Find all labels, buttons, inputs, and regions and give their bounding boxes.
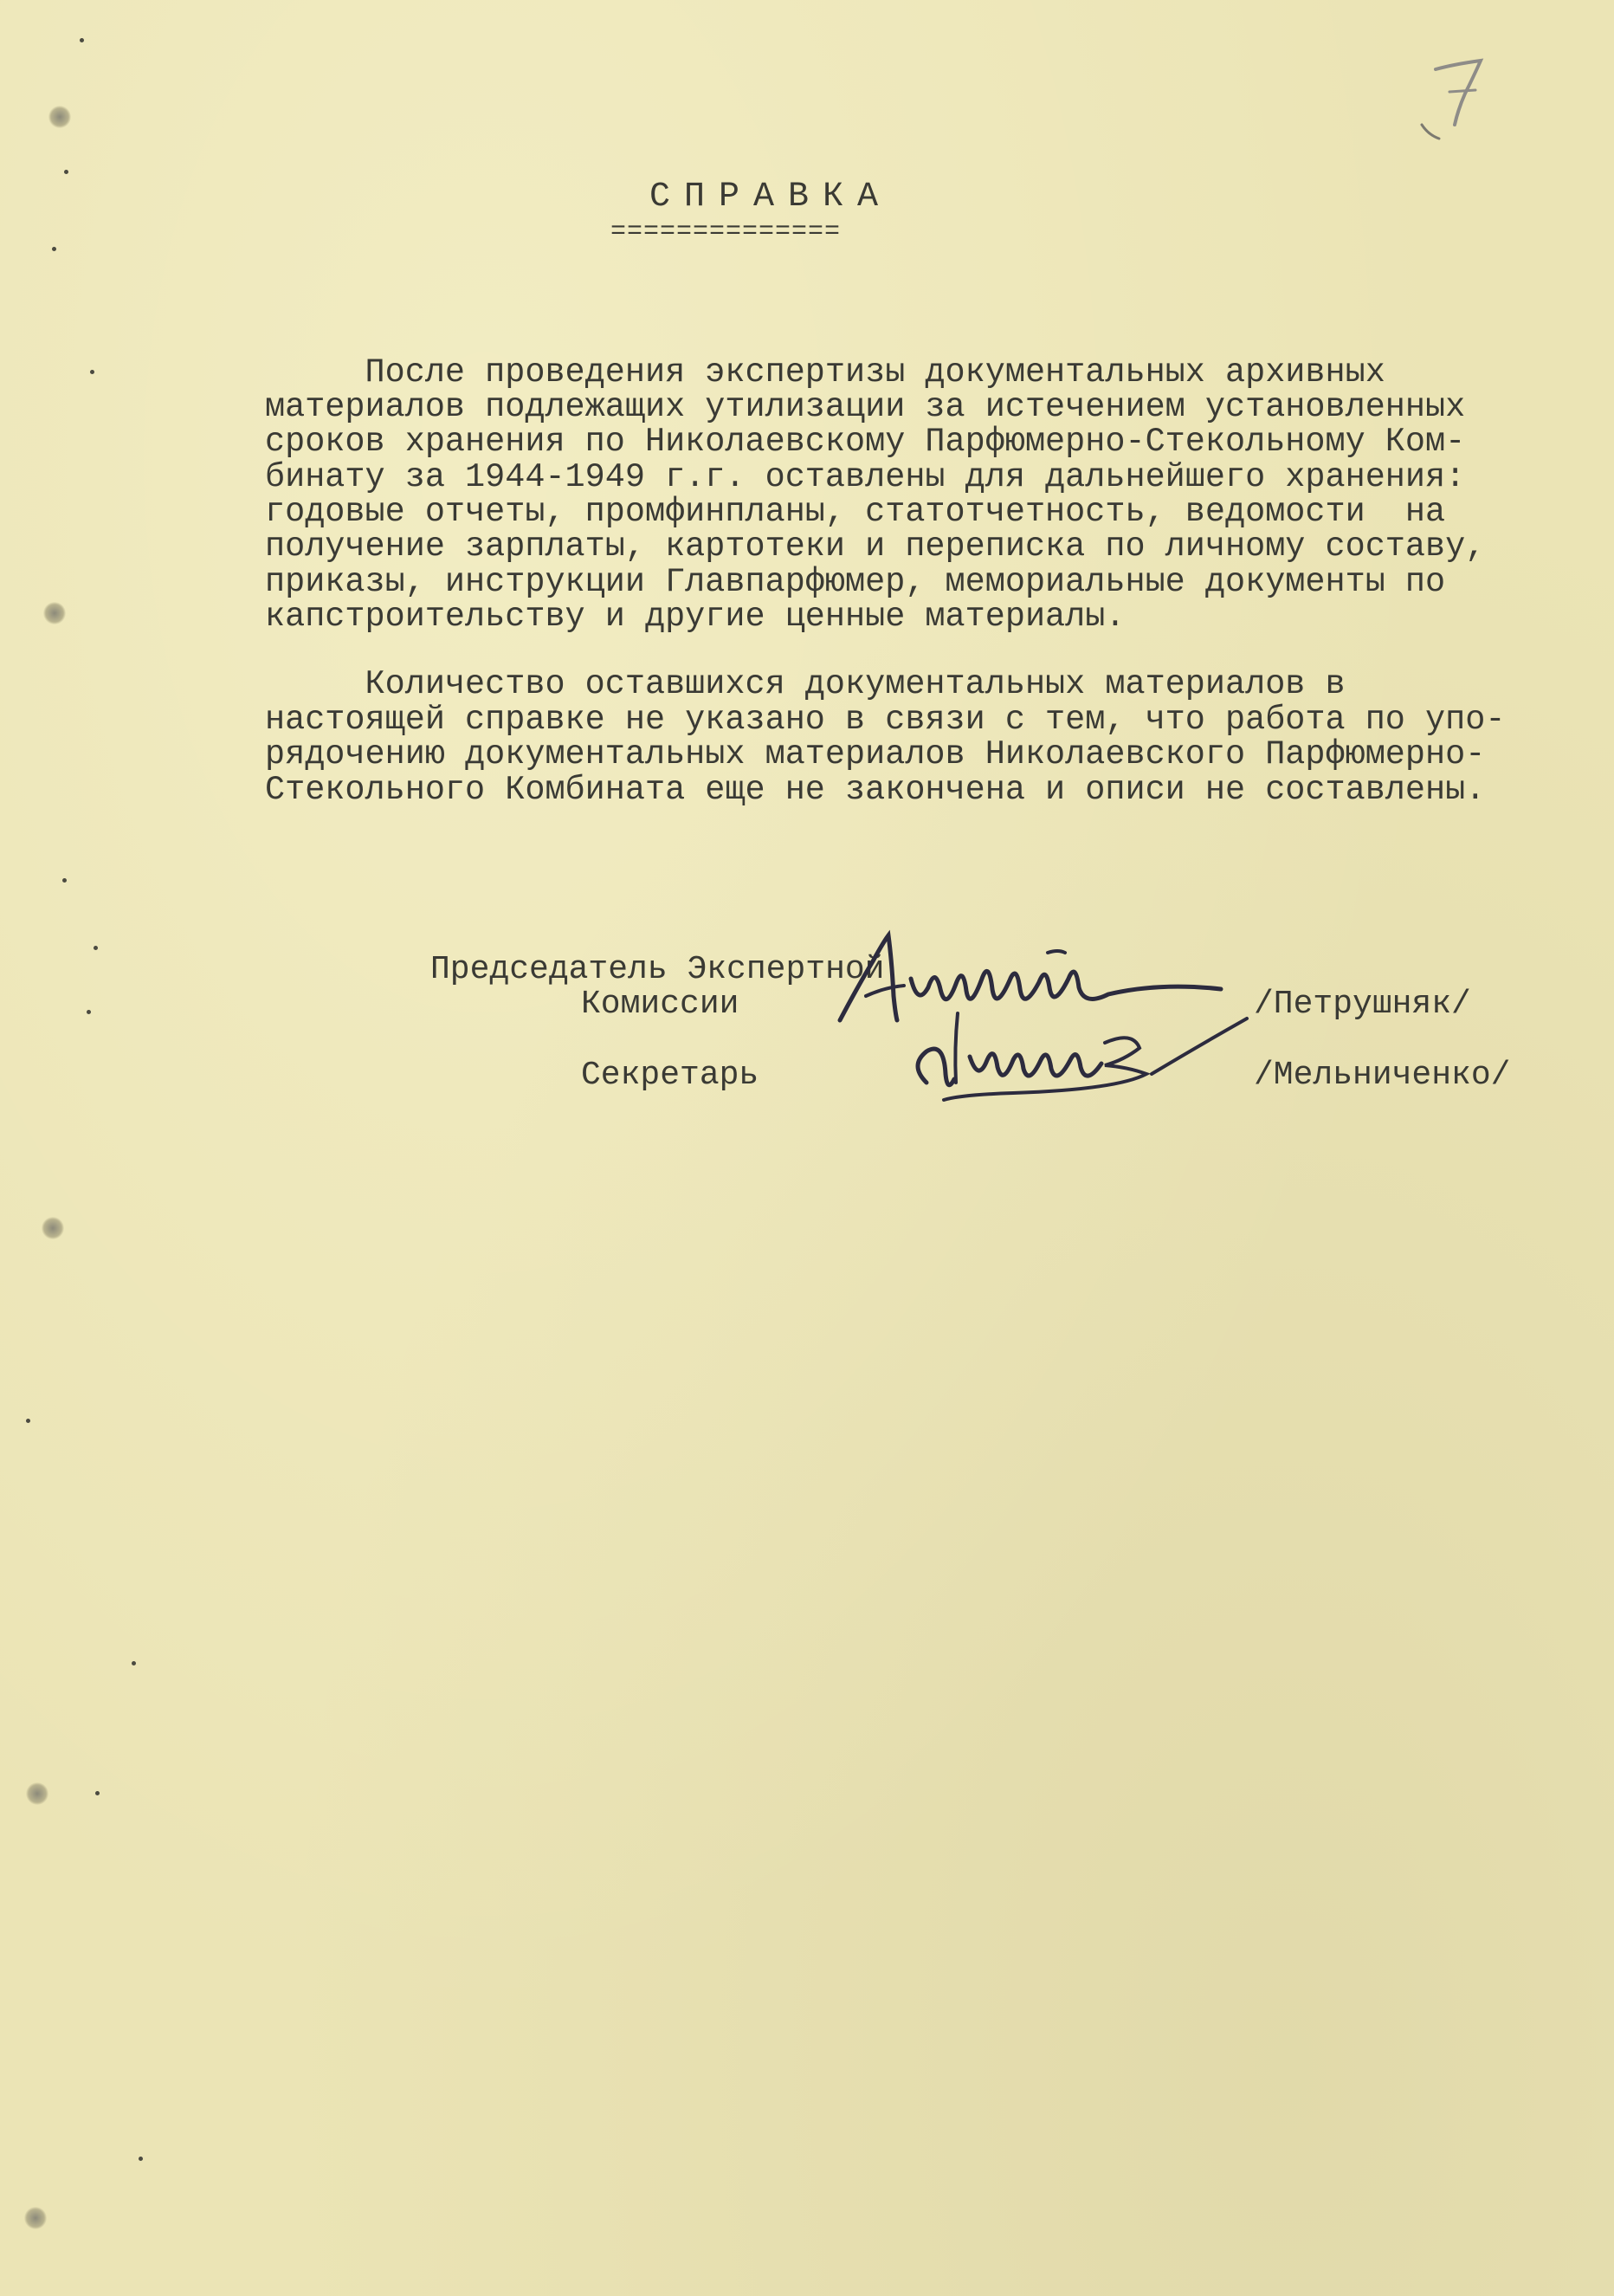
punch-hole (43, 602, 66, 624)
paper-speck (26, 1419, 30, 1423)
secretary-signature (901, 996, 1264, 1109)
title-underline: ============== (610, 223, 842, 241)
paragraph2-line: рядочению документальных материалов Николаевского Парфюмерно- (265, 735, 1486, 773)
paper-speck (52, 247, 56, 251)
paragraph1-line: получение зарплаты, картотеки и переписка по личному составу, (265, 527, 1486, 566)
paper-speck (64, 170, 68, 174)
paragraph2-line: Количество оставшихся документальных материалов в (265, 665, 1346, 703)
chair-title-line1: Председатель Экспертной (430, 951, 885, 988)
paper-speck (132, 1661, 136, 1665)
paragraph2-line: настоящей справке не указано в связи с тем, что работа по упо- (265, 701, 1506, 739)
paper-speck (87, 1010, 91, 1014)
paper-speck (80, 38, 84, 42)
paragraph1-line: приказы, инструкции Главпарфюмер, мемориальные документы по (265, 563, 1446, 601)
punch-hole (24, 2207, 47, 2229)
paragraph2-line: Стекольного Комбината еще не закончена и описи не составлены. (265, 771, 1486, 809)
paragraph1-line: материалов подлежащих утилизации за истечением установленных (265, 388, 1466, 426)
chair-name: /Петрушняк/ (1254, 986, 1471, 1023)
paragraph1-line: капстроительству и другие ценные материалы. (265, 598, 1126, 636)
paper-speck (62, 878, 67, 883)
paper-speck (94, 946, 98, 950)
secretary-name: /Мельниченко/ (1254, 1057, 1511, 1094)
secretary-title: Секретарь (581, 1057, 759, 1094)
paper-speck (90, 370, 94, 374)
punch-hole (48, 106, 71, 128)
paper-speck (139, 2157, 143, 2161)
paragraph1-line: После проведения экспертизы документальных архивных (265, 353, 1385, 391)
paragraph1-line: бинату за 1944-1949 г.г. оставлены для дальнейшего хранения: (265, 458, 1466, 496)
paragraph1-line: годовые отчеты, промфинпланы, статотчетность, ведомости на (265, 493, 1446, 531)
folio-number-handwritten (1420, 42, 1498, 146)
punch-hole (26, 1782, 48, 1805)
punch-hole (42, 1217, 64, 1239)
chair-title-line2: Комиссии (581, 986, 739, 1023)
document-title: СПРАВКА (649, 178, 893, 217)
paper-speck (95, 1791, 100, 1795)
paragraph1-line: сроков хранения по Николаевскому Парфюмерно-Стекольному Ком- (265, 423, 1466, 461)
